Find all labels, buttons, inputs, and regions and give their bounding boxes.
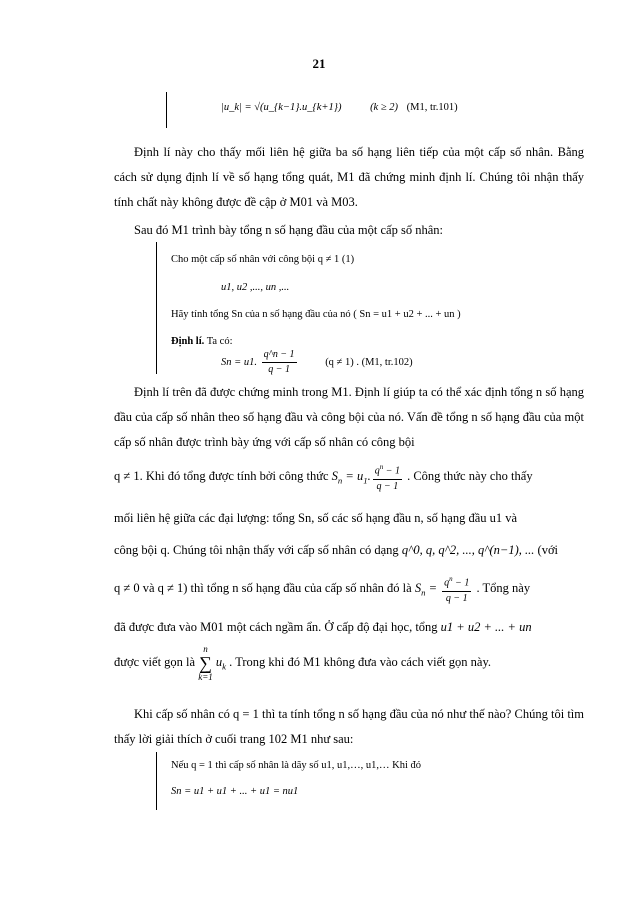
p3f-expression: u1 + u2 + ... + un — [440, 620, 532, 634]
paragraph-2-text: Sau đó M1 trình bày tổng n số hạng đầu của một cấp số nhân: — [134, 223, 443, 237]
theorem-text: Ta có: — [206, 336, 233, 347]
p3f-pre: đã được đưa vào M01 một cách ngầm ẩn. Ở cấp độ đại học, tổng — [114, 620, 438, 634]
quote1-line2: u1, u2 ,..., un ,... — [221, 282, 290, 293]
quote1-line3: Hãy tính tổng Sn của n số hạng đầu của nó ( Sn = u1 + u2 + ... + un ) — [171, 309, 461, 320]
paragraph-3-text: Định lí trên đã được chứng minh trong M1. Định lí giúp ta có thể xác định tổng n số hạng đầu của cấp số nhân theo số hạng đầu và công bội của nó. Vấn đề tổng n số hạng đầu của một cấp số nhân được trình bày ứng với cấp số nhân có công bội — [114, 385, 584, 449]
paragraph-1 — [114, 140, 584, 215]
quote-block-1 — [156, 242, 571, 374]
formula-lhs: Sn = u1. — [221, 356, 257, 368]
p3d-sequence: q^0, q, q^2, ..., q^(n−1), ... — [401, 543, 535, 557]
p3e-post: . Tổng này — [476, 581, 531, 595]
paragraph-3-line-f — [114, 615, 584, 640]
formula-condition: (q ≠ 1) . (M1, tr.102) — [325, 356, 413, 368]
summation-term: $u_k$ — [215, 655, 227, 672]
paragraph-3-line-b — [114, 458, 584, 499]
equation-block-top — [166, 92, 481, 128]
quote2-line2: Sn = u1 + u1 + ... + u1 = nu1 — [171, 786, 299, 797]
summation-symbol: n ∑ k=1 — [198, 644, 213, 683]
paragraph-3-line-c — [114, 506, 584, 531]
formula-fraction — [262, 348, 297, 377]
quote-block-2 — [156, 752, 571, 810]
eq-top-formula: |u_k| = √(u_{k−1}.u_{k+1}) — [221, 102, 342, 113]
paragraph-3 — [114, 380, 584, 455]
theorem-label: Định lí. — [171, 336, 205, 347]
paragraph-3-line-e — [114, 570, 584, 611]
paragraph-1-text: Định lí này cho thấy mối liên hệ giữa ba số hạng liên tiếp của một cấp số nhân. Bằng cách sử dụng định lí về số hạng tổng quát, M1 đã chứng minh định lí. Chúng tôi nhận thấy tính chất này không được đề cập ở M01 và M03. — [114, 145, 584, 209]
p3b-pre: q ≠ 1. Khi đó tổng được tính bởi công thức — [114, 469, 329, 483]
paragraph-2 — [114, 218, 584, 243]
formula-numerator: q^n − 1 — [262, 348, 297, 363]
inline-formula-sn-2: $S_n$ = $\frac{q^n - 1}{q - 1}$ — [415, 581, 474, 595]
paragraph-4-text: Khi cấp số nhân có q = 1 thì ta tính tổng n số hạng đầu của nó như thế nào? Chúng tôi tìm thấy lời giải thích ở cuối trang 102 M1 như sau: — [114, 707, 584, 746]
p3d-pre: công bội q. Chúng tôi nhận thấy với cấp số nhân có dạng — [114, 543, 399, 557]
quote1-formula — [221, 348, 413, 377]
formula-denominator: q − 1 — [268, 364, 290, 375]
p3b-post: . Công thức này cho thấy — [407, 469, 533, 483]
inline-formula-sn: $S_n = u_1$. $\frac{q^n - 1}{q - 1}$ — [332, 469, 404, 483]
paragraph-3-line-g — [114, 644, 584, 685]
eq-top-condition: (k ≥ 2) — [370, 102, 398, 113]
eq-top-ref: (M1, tr.101) — [406, 102, 458, 113]
p3e-pre: q ≠ 0 và q ≠ 1) thì tổng n số hạng đầu của cấp số nhân đó là — [114, 581, 412, 595]
quote1-line1: Cho một cấp số nhân với công bội q ≠ 1 (1) — [171, 254, 355, 265]
quote2-line1: Nếu q = 1 thì cấp số nhân là dãy số u1, u1,…, u1,… Khi đó — [171, 760, 422, 771]
p3c-text: mối liên hệ giữa các đại lượng: tổng Sn, số các số hạng đầu n, số hạng đầu u1 và — [114, 511, 518, 525]
p3d-post: (với — [537, 543, 559, 557]
page-number: 21 — [312, 56, 326, 71]
p3g-post: . Trong khi đó M1 không đưa vào cách viết gọn này. — [229, 655, 492, 669]
paragraph-3-line-d — [114, 538, 584, 563]
p3g-pre: được viết gọn là — [114, 655, 196, 669]
paragraph-4 — [114, 702, 584, 752]
